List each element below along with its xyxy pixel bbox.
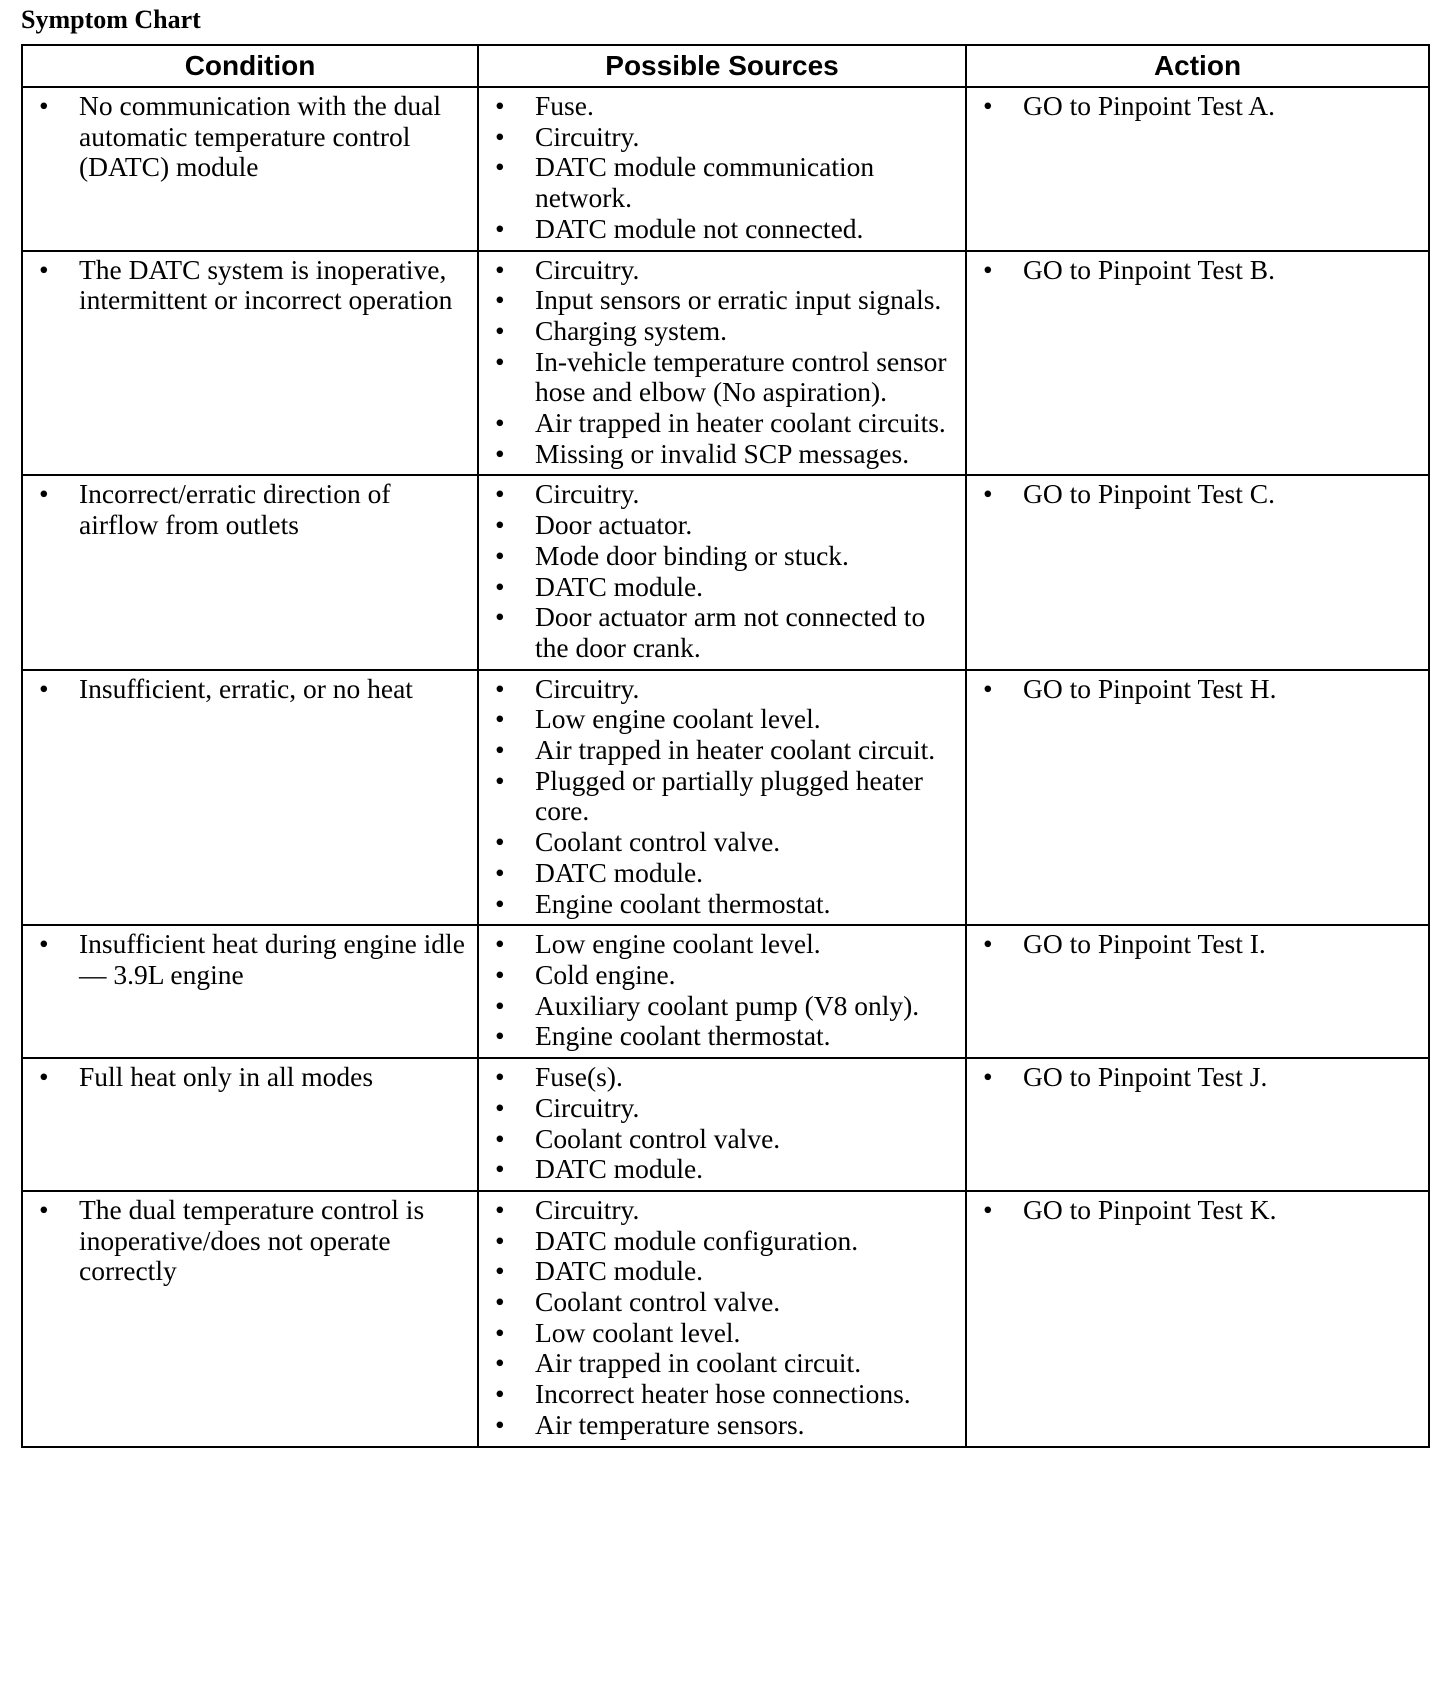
- action-text: • GO to Pinpoint Test J.: [973, 1062, 1422, 1093]
- condition-text: • Full heat only in all modes: [29, 1062, 471, 1093]
- page-title: Symptom Chart: [21, 5, 201, 34]
- sources-cell: [478, 475, 966, 669]
- condition-cell: [22, 87, 478, 251]
- source-item: • Air trapped in heater coolant circuits.: [485, 408, 959, 439]
- source-item: • Circuitry.: [485, 1093, 959, 1124]
- condition-text: • The dual temperature control is inoperative/does not operate correctly: [29, 1195, 471, 1287]
- source-item: • Circuitry.: [485, 122, 959, 153]
- source-item: • Low engine coolant level.: [485, 704, 959, 735]
- header-row: [22, 45, 1429, 87]
- table-row: [22, 670, 1429, 926]
- source-item: • Circuitry.: [485, 479, 959, 510]
- condition-text: • Insufficient, erratic, or no heat: [29, 674, 471, 705]
- source-item: • Incorrect heater hose connections.: [485, 1379, 959, 1410]
- source-item: • Coolant control valve.: [485, 827, 959, 858]
- symptom-chart-table: [21, 44, 1430, 1448]
- table-row: [22, 1058, 1429, 1191]
- source-item: • DATC module.: [485, 572, 959, 603]
- source-item: • In-vehicle temperature control sensor hose and elbow (No aspiration).: [485, 347, 959, 408]
- sources-cell: [478, 251, 966, 476]
- table-row: [22, 87, 1429, 251]
- source-item: • Input sensors or erratic input signals.: [485, 285, 959, 316]
- source-item: • Air trapped in heater coolant circuit.: [485, 735, 959, 766]
- condition-text: • The DATC system is inoperative, intermittent or incorrect operation: [29, 255, 471, 316]
- action-cell: [966, 1191, 1429, 1447]
- action-text: • GO to Pinpoint Test K.: [973, 1195, 1422, 1226]
- header-condition: Condition: [22, 45, 478, 87]
- source-item: • Cold engine.: [485, 960, 959, 991]
- source-item: • DATC module.: [485, 1256, 959, 1287]
- action-text: • GO to Pinpoint Test A.: [973, 91, 1422, 122]
- condition-cell: [22, 475, 478, 669]
- action-text: • GO to Pinpoint Test I.: [973, 929, 1422, 960]
- action-cell: [966, 925, 1429, 1058]
- table-row: [22, 251, 1429, 476]
- condition-text: • Insufficient heat during engine idle — 3.9L engine: [29, 929, 471, 990]
- source-item: • Air temperature sensors.: [485, 1410, 959, 1441]
- source-item: • Fuse.: [485, 91, 959, 122]
- source-item: • DATC module configuration.: [485, 1226, 959, 1257]
- condition-text: • Incorrect/erratic direction of airflow from outlets: [29, 479, 471, 540]
- source-item: • Air trapped in coolant circuit.: [485, 1348, 959, 1379]
- source-item: • Plugged or partially plugged heater core.: [485, 766, 959, 827]
- source-item: • DATC module.: [485, 1154, 959, 1185]
- condition-cell: [22, 1058, 478, 1191]
- source-item: • Mode door binding or stuck.: [485, 541, 959, 572]
- action-text: • GO to Pinpoint Test B.: [973, 255, 1422, 286]
- sources-cell: [478, 925, 966, 1058]
- source-item: • Auxiliary coolant pump (V8 only).: [485, 991, 959, 1022]
- sources-cell: [478, 1058, 966, 1191]
- action-cell: [966, 251, 1429, 476]
- condition-cell: [22, 1191, 478, 1447]
- action-text: • GO to Pinpoint Test C.: [973, 479, 1422, 510]
- source-item: • Circuitry.: [485, 1195, 959, 1226]
- source-item: • Low engine coolant level.: [485, 929, 959, 960]
- table-row: [22, 1191, 1429, 1447]
- source-item: • Low coolant level.: [485, 1318, 959, 1349]
- condition-cell: [22, 251, 478, 476]
- sources-cell: [478, 670, 966, 926]
- action-text: • GO to Pinpoint Test H.: [973, 674, 1422, 705]
- source-item: • Circuitry.: [485, 674, 959, 705]
- source-item: • Charging system.: [485, 316, 959, 347]
- sources-cell: [478, 1191, 966, 1447]
- source-item: • Door actuator.: [485, 510, 959, 541]
- table-row: [22, 475, 1429, 669]
- source-item: • Door actuator arm not connected to the door crank.: [485, 602, 959, 663]
- condition-cell: [22, 670, 478, 926]
- condition-cell: [22, 925, 478, 1058]
- sources-cell: [478, 87, 966, 251]
- action-cell: [966, 1058, 1429, 1191]
- source-item: • DATC module not connected.: [485, 214, 959, 245]
- condition-text: • No communication with the dual automatic temperature control (DATC) module: [29, 91, 471, 183]
- table-row: [22, 925, 1429, 1058]
- source-item: • Circuitry.: [485, 255, 959, 286]
- source-item: • DATC module.: [485, 858, 959, 889]
- header-action: Action: [966, 45, 1429, 87]
- source-item: • Engine coolant thermostat.: [485, 889, 959, 920]
- source-item: • DATC module communication network.: [485, 152, 959, 213]
- header-possible-sources: Possible Sources: [478, 45, 966, 87]
- action-cell: [966, 670, 1429, 926]
- source-item: • Fuse(s).: [485, 1062, 959, 1093]
- source-item: • Coolant control valve.: [485, 1287, 959, 1318]
- action-cell: [966, 87, 1429, 251]
- source-item: • Missing or invalid SCP messages.: [485, 439, 959, 470]
- source-item: • Coolant control valve.: [485, 1124, 959, 1155]
- source-item: • Engine coolant thermostat.: [485, 1021, 959, 1052]
- action-cell: [966, 475, 1429, 669]
